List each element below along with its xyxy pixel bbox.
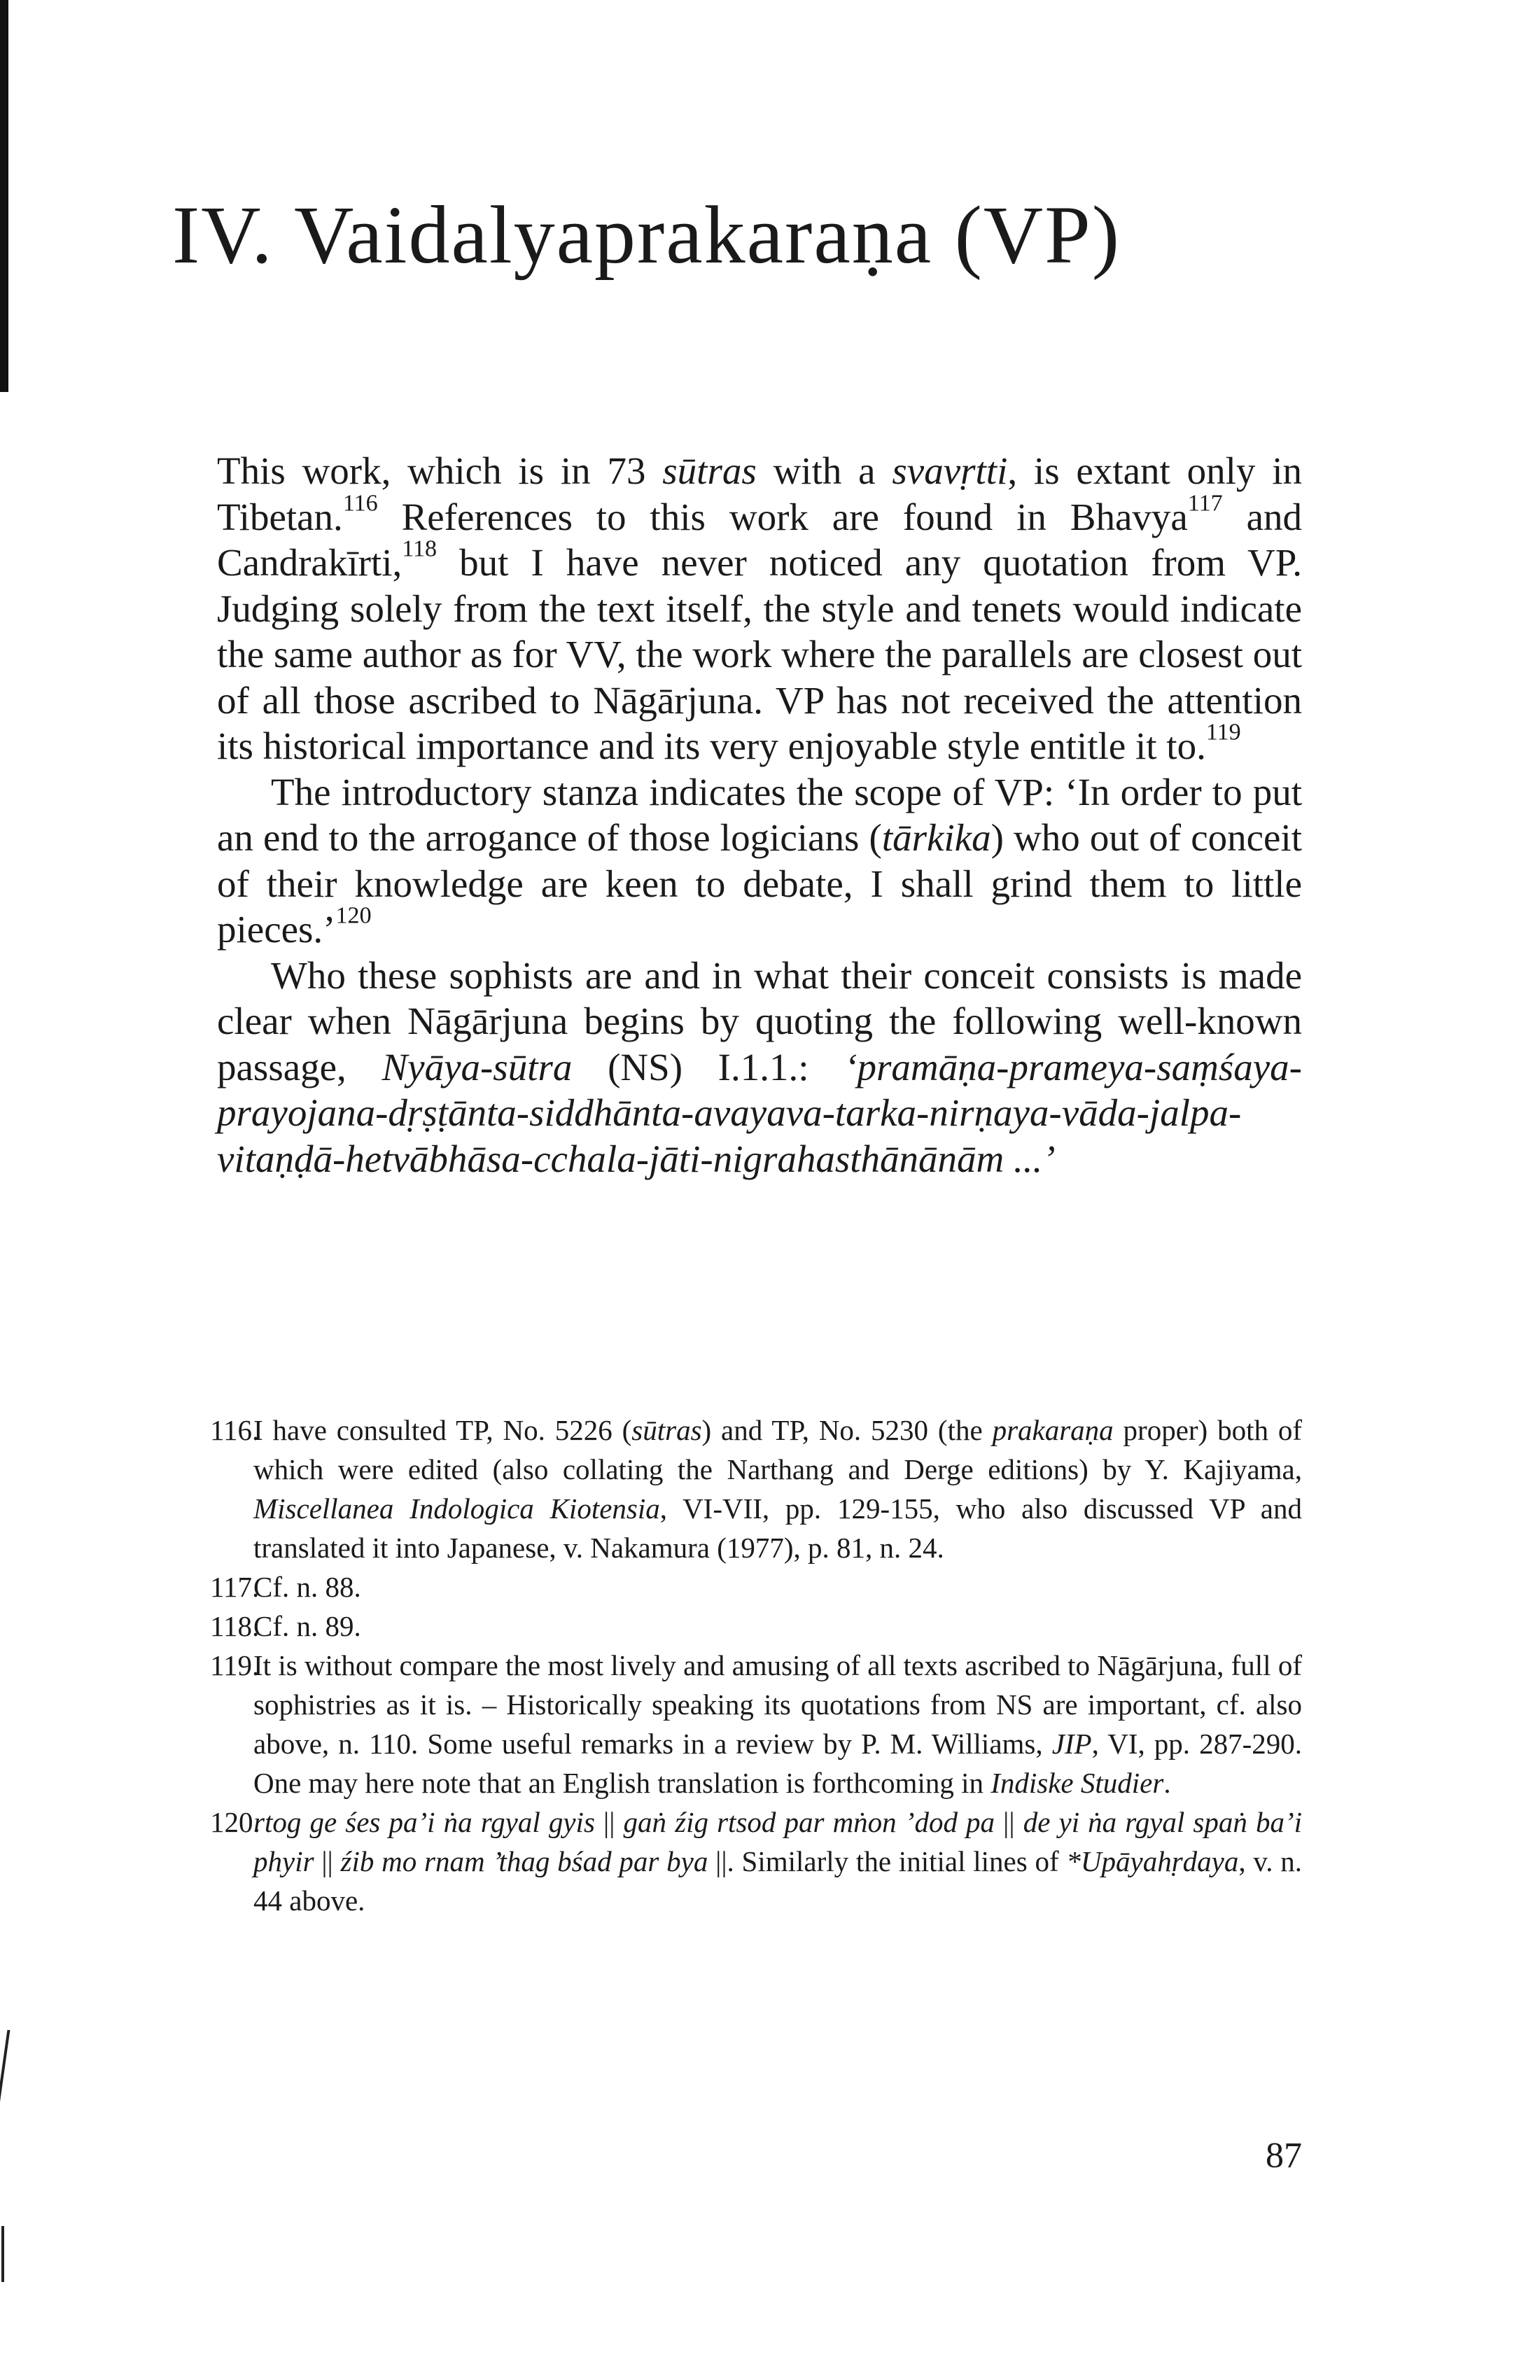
- footnote-118: [210, 1606, 1302, 1646]
- sanskrit-quotation: ‘pramāṇa-prameya-saṃśaya-prayojana-dṛṣṭānta-siddhānta-avayava-tarka-nirṇaya-vāda-jalpa-vitaṇḍā-hetvābhāsa-cchala-jāti-nigrahasthānānām ...’: [217, 1045, 1302, 1180]
- scan-edge-mark: [0, 0, 8, 392]
- footnote-text: Cf. n. 88.: [253, 1571, 361, 1603]
- footnote-text: I have consulted TP, No. 5226 (sūtras) and TP, No. 5230 (the prakaraṇa proper) both of which were edited (also collating the Narthang and Derge editions) by Y. Kajiyama, Miscellanea Indologica Kiotensia, VI-VII, pp. 129-155, who also discussed VP and translated it into Japanese, v. Nakamura (1977), p. 81, n. 24.: [253, 1414, 1303, 1564]
- page-number: 87: [1266, 2136, 1302, 2176]
- footnote-120: [210, 1802, 1302, 1920]
- paragraph-3: Who these sophists are and in what their conceit consists is made clear when Nāgārjuna begins by quoting the following well-known passage, Nyāya-sūtra (NS) I.1.1.: ‘pramāṇa-prameya-saṃśaya-prayojana-dṛṣṭānta-siddhānta-avayava-tarka-nirṇaya-vāda-jalpa-vitaṇḍā-hetvābhāsa-cchala-jāti-nigrahasthānānām ...’: [217, 953, 1302, 1180]
- body-text: [217, 448, 1302, 1182]
- footnote-ref-116[interactable]: 116: [342, 490, 378, 517]
- footnote-ref-120[interactable]: 120: [335, 902, 372, 929]
- footnote-number: 117.: [210, 1571, 260, 1603]
- footnote-number: 116.: [210, 1414, 260, 1446]
- term-svavrtti: svavṛtti: [892, 449, 1008, 492]
- footnote-116: [210, 1410, 1302, 1567]
- footnote-text: rtog ge śes pa’i ṅa rgyal gyis || gaṅ źig rtsod par mṅon ’dod pa || de yi ṅa rgyal spaṅ ba’i phyir || źib mo rnam ’thag bśad par bya ||. Similarly the initial lines of *Upāyahṛdaya, v. n. 44 above.: [253, 1806, 1303, 1917]
- scan-margin-mark: [1, 2226, 4, 2282]
- footnote-number: 118.: [210, 1610, 260, 1642]
- chapter-title: IV. Vaidalyaprakaraṇa (VP): [172, 189, 1121, 281]
- scan-margin-mark: [0, 2030, 10, 2114]
- footnote-text: Cf. n. 89.: [253, 1610, 361, 1642]
- term-nyaya-sutra: Nyāya-sūtra: [382, 1045, 573, 1088]
- footnote-number: 120.: [210, 1806, 260, 1838]
- footnote-text: It is without compare the most lively and amusing of all texts ascribed to Nāgārjuna, full of sophistries as it is. – Historically speaking its quotations from NS are important, cf. also above, n. 110. Some useful remarks in a review by P. M. Williams, JIP, VI, pp. 287-290. One may here note that an English translation is forthcoming in Indiske Studier.: [253, 1649, 1302, 1799]
- footnote-number: 119.: [210, 1649, 260, 1681]
- paragraph-1: This work, which is in 73 sūtras with a svavṛtti, is extant only in Tibetan.$^{116}$ References to this work are found in Bhavya$^{117}$ and Candrakīrti,$^{118}$ but I have never noticed any quotation from VP. Judging solely from the text itself, the style and tenets would indicate the same author as for VV, the work where the parallels are closest out of all those ascribed to Nāgārjuna. VP has not received the attention its historical importance and its very enjoyable style entitle it to.$^{119}$: [217, 449, 1302, 767]
- paragraph-2: The introductory stanza indicates the scope of VP: ‘In order to put an end to the arrogance of those logicians (tārkika) who out of conceit of their knowledge are keen to debate, I shall grind them to little pieces.’$^{120}$: [217, 770, 1303, 951]
- footnote-ref-119[interactable]: 119: [1205, 719, 1241, 746]
- footnote-ref-117[interactable]: 117: [1187, 490, 1223, 517]
- footnotes: [210, 1410, 1302, 1920]
- footnote-ref-118[interactable]: 118: [402, 536, 438, 562]
- term-sutras: sūtras: [662, 449, 757, 492]
- footnote-117: [210, 1567, 1302, 1606]
- footnote-119: [210, 1646, 1302, 1802]
- term-tarkika: tārkika: [881, 816, 991, 859]
